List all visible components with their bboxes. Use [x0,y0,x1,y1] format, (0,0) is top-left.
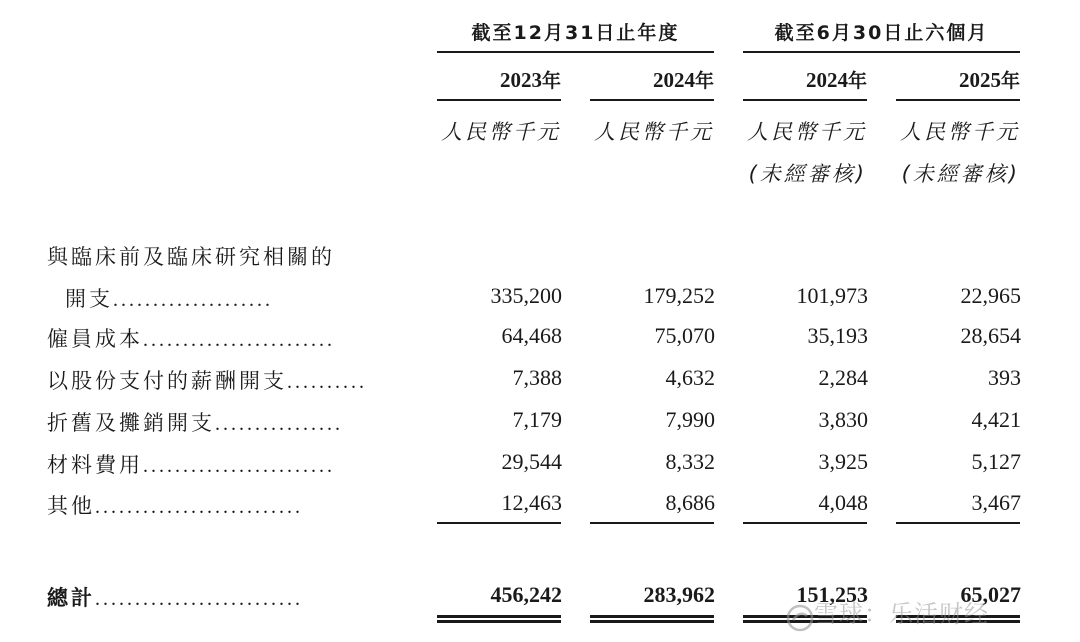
cell-value: 12,463 [501,490,562,515]
leader-dots: .................... [113,289,273,311]
cell-value: 28,654 [960,323,1021,348]
cell-value: 29,544 [501,449,562,474]
table-row [47,283,273,313]
leader-dots: ........................ [143,329,335,351]
leader-dots: .......... [287,371,367,393]
cell-value: 64,468 [501,323,562,348]
unaudited-col4: (未經審核) [901,162,1020,186]
cell-value: 7,990 [665,407,715,432]
cell-value: 393 [988,365,1021,390]
row-label: 材料費用 [47,453,143,477]
table-row [47,490,303,520]
year-value: 2023 [499,68,542,92]
row-label: 折舊及攤銷開支 [47,411,215,435]
year-value: 2025 [958,68,1001,92]
leader-dots: ........................ [143,455,335,477]
watermark-text: 雪球：乐活财经 [814,600,989,628]
year-suffix: 年 [1000,70,1020,92]
year-value: 2024 [652,68,695,92]
row-label-continued: 開支 [65,287,113,311]
cell-value: 101,973 [796,283,868,308]
year-suffix: 年 [694,70,714,92]
unit-col3: 人民幣千元 [747,120,867,144]
cell-value: 3,925 [818,449,868,474]
subtotal-rule [896,522,1020,524]
row-label: 以股份支付的薪酬開支 [47,369,287,393]
total-value: 283,962 [643,582,715,607]
subtotal-rule [437,522,561,524]
total-value: 456,242 [490,582,562,607]
cell-value: 5,127 [971,449,1021,474]
year-suffix: 年 [541,70,561,92]
watermark [786,594,989,632]
table-row [47,449,335,479]
cell-value: 8,332 [665,449,715,474]
table-row [47,407,343,437]
year-header-col3 [743,66,867,101]
total-row [47,582,303,612]
year-header-col2 [590,66,714,101]
leader-dots: .......................... [95,496,303,518]
row-label: 其他 [47,494,95,518]
cell-value: 179,252 [643,283,715,308]
subtotal-rule [590,522,714,524]
cell-value: 75,070 [654,323,715,348]
total-double-rule [437,615,561,623]
cell-value: 2,284 [818,365,868,390]
year-header-col1 [437,66,561,101]
total-value: 65,027 [960,582,1021,607]
table-row [47,365,367,395]
header-group-half: 截至6月30日止六個月 [743,18,1020,53]
cell-value: 7,388 [512,365,562,390]
total-label: 總計 [47,586,95,610]
total-value: 151,253 [796,582,868,607]
cell-value: 35,193 [807,323,868,348]
leader-dots: ................ [215,413,343,435]
cell-value: 3,830 [818,407,868,432]
cell-value: 335,200 [490,283,562,308]
cell-value: 8,686 [665,490,715,515]
cell-value: 3,467 [971,490,1021,515]
cell-value: 4,048 [818,490,868,515]
year-header-col4 [896,66,1020,101]
unit-col2: 人民幣千元 [594,120,714,144]
cell-value: 4,632 [665,365,715,390]
cell-value: 22,965 [960,283,1021,308]
row-label: 僱員成本 [47,327,143,351]
year-value: 2024 [805,68,848,92]
year-suffix: 年 [847,70,867,92]
unaudited-col3: (未經審核) [748,162,867,186]
snowball-logo-icon [786,604,814,632]
cell-value: 4,421 [971,407,1021,432]
cell-value: 7,179 [512,407,562,432]
unit-col1: 人民幣千元 [441,120,561,144]
unit-col4: 人民幣千元 [900,120,1020,144]
leader-dots: .......................... [95,588,303,610]
table-row [47,323,335,353]
header-group-year: 截至12月31日止年度 [437,18,714,53]
total-double-rule [590,615,714,623]
subtotal-rule [743,522,867,524]
row-label: 與臨床前及臨床研究相關的 [47,245,335,269]
